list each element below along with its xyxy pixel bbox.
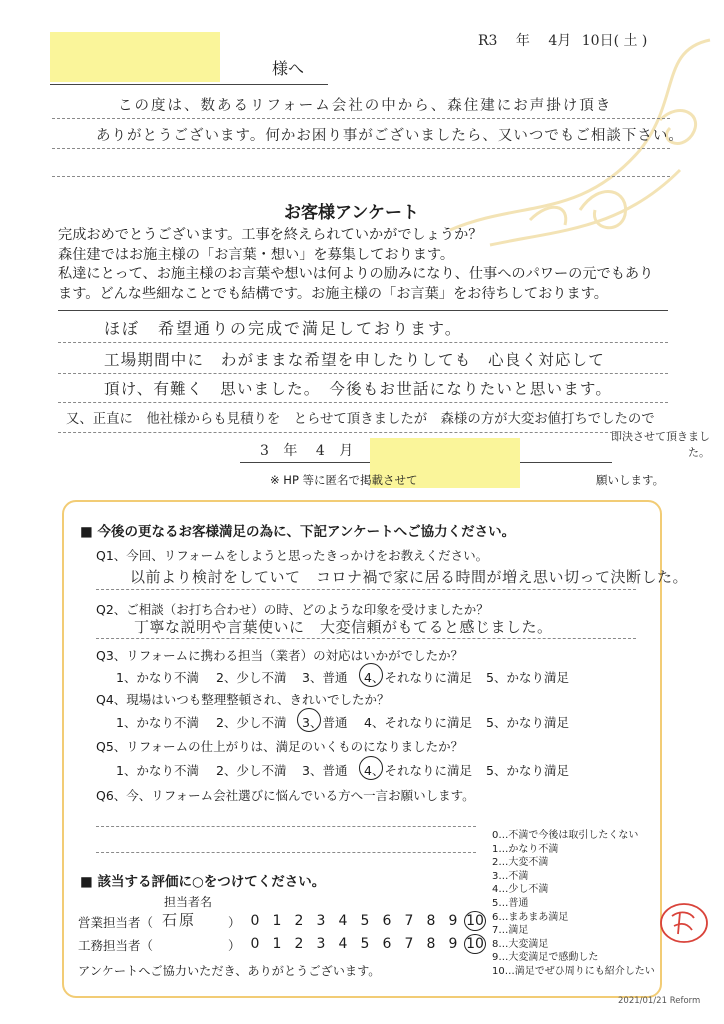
date-day: 10	[581, 33, 600, 49]
q3-option-1[interactable]: 1、かなり不満	[116, 670, 199, 685]
comment-line-4: 又、正直に 他社様からも見積りを とらせて頂きましたが 森様の方が大変お値打ちでしたので	[66, 412, 655, 427]
stamp-icon	[658, 900, 710, 946]
sales-score-5[interactable]: 5	[360, 913, 370, 929]
q4-selection-circle	[297, 708, 321, 732]
legend-item: 4…少し不満	[492, 884, 549, 896]
date-month: 4	[548, 33, 558, 49]
comment-date-year-label: 年	[283, 443, 298, 459]
q5-selection-circle	[359, 756, 383, 780]
question-2: Q2、ご相談（お打ち合わせ）の時、どのような印象を受けましたか？	[96, 602, 489, 617]
q4-option-1[interactable]: 1、かなり不満	[116, 715, 199, 730]
construction-score-4[interactable]: 4	[338, 936, 348, 952]
sales-score-0[interactable]: 0	[250, 913, 260, 929]
intro-line-4: ます。どんな些細なことでも結構です。お施主様の「お言葉」をお待ちしております。	[58, 285, 608, 302]
q4-option-2[interactable]: 2、少し不満	[216, 715, 287, 730]
survey-intro	[58, 226, 653, 304]
customer-name-redaction	[50, 32, 220, 82]
comment-overflow: 即決させて頂きました。	[611, 430, 710, 459]
sales-score-8[interactable]: 8	[426, 913, 436, 929]
construction-score-5[interactable]: 5	[360, 936, 370, 952]
legend-item: 7…満足	[492, 925, 529, 937]
rating-legend	[492, 829, 655, 979]
legend-item: 2…大変不満	[492, 857, 549, 869]
thanks-message: アンケートへご協力いただき、ありがとうございます。	[78, 964, 381, 978]
header-date	[478, 30, 647, 50]
comment-date-year: 3	[260, 443, 269, 459]
q5-option-2[interactable]: 2、少し不満	[216, 763, 287, 778]
sales-close: ）	[228, 915, 241, 930]
intro-line-3: 私達にとって、お施主様のお言葉や想いは何よりの励みになり、仕事へのパワーの元でもあり	[58, 266, 654, 282]
legend-item: 5…普通	[492, 897, 529, 909]
construction-score-10[interactable]: 10	[464, 934, 486, 954]
question-4: Q4、現場はいつも整理整頓され、きれいでしたか？	[96, 692, 390, 707]
questionnaire-heading: ■ 今後の更なるお客様満足の為に、下記アンケートへご協力ください。	[80, 524, 516, 540]
sales-score-7[interactable]: 7	[404, 913, 414, 929]
comment-line-1: ほぼ 希望通りの完成で満足しております。	[104, 319, 463, 338]
q4-option-5[interactable]: 5、かなり満足	[486, 715, 569, 730]
sales-score-4[interactable]: 4	[338, 913, 348, 929]
q5-option-5[interactable]: 5、かなり満足	[486, 763, 569, 778]
date-year-label: 年	[515, 33, 530, 49]
sales-label: 営業担当者（	[78, 915, 154, 930]
q3-option-3[interactable]: 3、普通	[302, 670, 348, 685]
customer-suffix: 様へ	[272, 59, 305, 78]
sales-score-10[interactable]: 10	[464, 911, 486, 931]
legend-item: 8…大変満足	[492, 938, 549, 950]
sales-score-9[interactable]: 9	[448, 913, 458, 929]
construction-score-6[interactable]: 6	[382, 936, 392, 952]
comment-date-month-label: 月	[339, 443, 354, 459]
sales-score-6[interactable]: 6	[382, 913, 392, 929]
intro-line-2: 森住建ではお施主様の「お言葉・想い」を募集しております。	[58, 246, 455, 263]
q5-option-3[interactable]: 3、普通	[302, 763, 348, 778]
sales-score-1[interactable]: 1	[272, 913, 282, 929]
q3-option-5[interactable]: 5、かなり満足	[486, 670, 569, 685]
construction-score-8[interactable]: 8	[426, 936, 436, 952]
question-3: Q3、リフォームに携わる担当（業者）の対応はいかがでしたか？	[96, 648, 464, 663]
construction-score-2[interactable]: 2	[294, 936, 304, 952]
date-weekday: ( 土 )	[613, 33, 648, 49]
answer-2: 丁寧な説明や言葉使いに 大変信頼がもてると感じました。	[134, 618, 553, 636]
question-1: Q1、今回、リフォームをしようと思ったきっかけをお教えください。	[96, 548, 489, 563]
answer-1: 以前より検討をしていて コロナ禍で家に居る時間が増え思い切って決断した。	[130, 568, 689, 586]
notice-end: 願いします。	[596, 473, 665, 487]
q4-option-3[interactable]: 3、普通	[302, 715, 348, 730]
q3-option-4[interactable]: 4、それなりに満足	[364, 670, 472, 685]
construction-score-1[interactable]: 1	[272, 936, 282, 952]
construction-score-scale	[244, 934, 486, 954]
legend-item: 6…まあまあ満足	[492, 911, 569, 923]
legend-item: 0…不満で今後は取引したくない	[492, 830, 639, 841]
construction-close: ）	[228, 938, 241, 953]
sales-score-3[interactable]: 3	[316, 913, 326, 929]
sales-score-2[interactable]: 2	[294, 913, 304, 929]
legend-item: 3…不満	[492, 870, 529, 882]
form-version: 2021/01/21 Reform	[618, 996, 701, 1006]
q5-option-1[interactable]: 1、かなり不満	[116, 763, 199, 778]
sales-name: 石原	[162, 911, 197, 929]
notice-start: ※ HP 等に匿名で掲載させて	[270, 473, 418, 487]
rating-heading: ■ 該当する評価に○をつけてください。	[80, 874, 326, 890]
construction-score-7[interactable]: 7	[404, 936, 414, 952]
question-5: Q5、リフォームの仕上がりは、満足のいくものになりましたか？	[96, 739, 464, 754]
date-era: R3	[478, 33, 498, 49]
q3-selection-circle	[359, 663, 383, 687]
sales-score-scale	[244, 911, 486, 931]
legend-item: 1…かなり不満	[492, 843, 559, 855]
comment-date-month: 4	[315, 443, 325, 459]
legend-item: 9…大変満足で感動した	[492, 952, 599, 964]
construction-score-0[interactable]: 0	[250, 936, 260, 952]
comment-line-3: 頂け、有難く 思いました。 今後もお世話になりたいと思います。	[104, 380, 613, 398]
construction-label: 工務担当者（	[78, 938, 154, 953]
legend-item: 10…満足でぜひ周りにも紹介したい	[492, 965, 655, 977]
q3-option-2[interactable]: 2、少し不満	[216, 670, 287, 685]
survey-title: お客様アンケート	[284, 203, 419, 223]
q5-option-4[interactable]: 4、それなりに満足	[364, 763, 472, 778]
construction-score-3[interactable]: 3	[316, 936, 326, 952]
comment-line-2: 工場期間中に わがままな希望を申したりしても 心良く対応して	[104, 351, 606, 369]
staff-name-label: 担当者名	[164, 895, 213, 909]
greeting-line-1: この度は、数あるリフォーム会社の中から、森住建にお声掛け頂き	[118, 98, 613, 114]
date-month-label: 月	[557, 33, 572, 49]
question-6: Q6、今、リフォーム会社選びに悩んでいる方へ一言お願いします。	[96, 788, 475, 803]
date-day-label: 日	[599, 33, 614, 49]
intro-line-1: 完成おめでとうございます。工事を終えられていかがでしょうか？	[58, 227, 483, 243]
q4-option-4[interactable]: 4、それなりに満足	[364, 715, 472, 730]
greeting-line-2: ありがとうございます。何かお困り事がございましたら、又いつでもご相談下さい。	[96, 128, 684, 144]
construction-score-9[interactable]: 9	[448, 936, 458, 952]
